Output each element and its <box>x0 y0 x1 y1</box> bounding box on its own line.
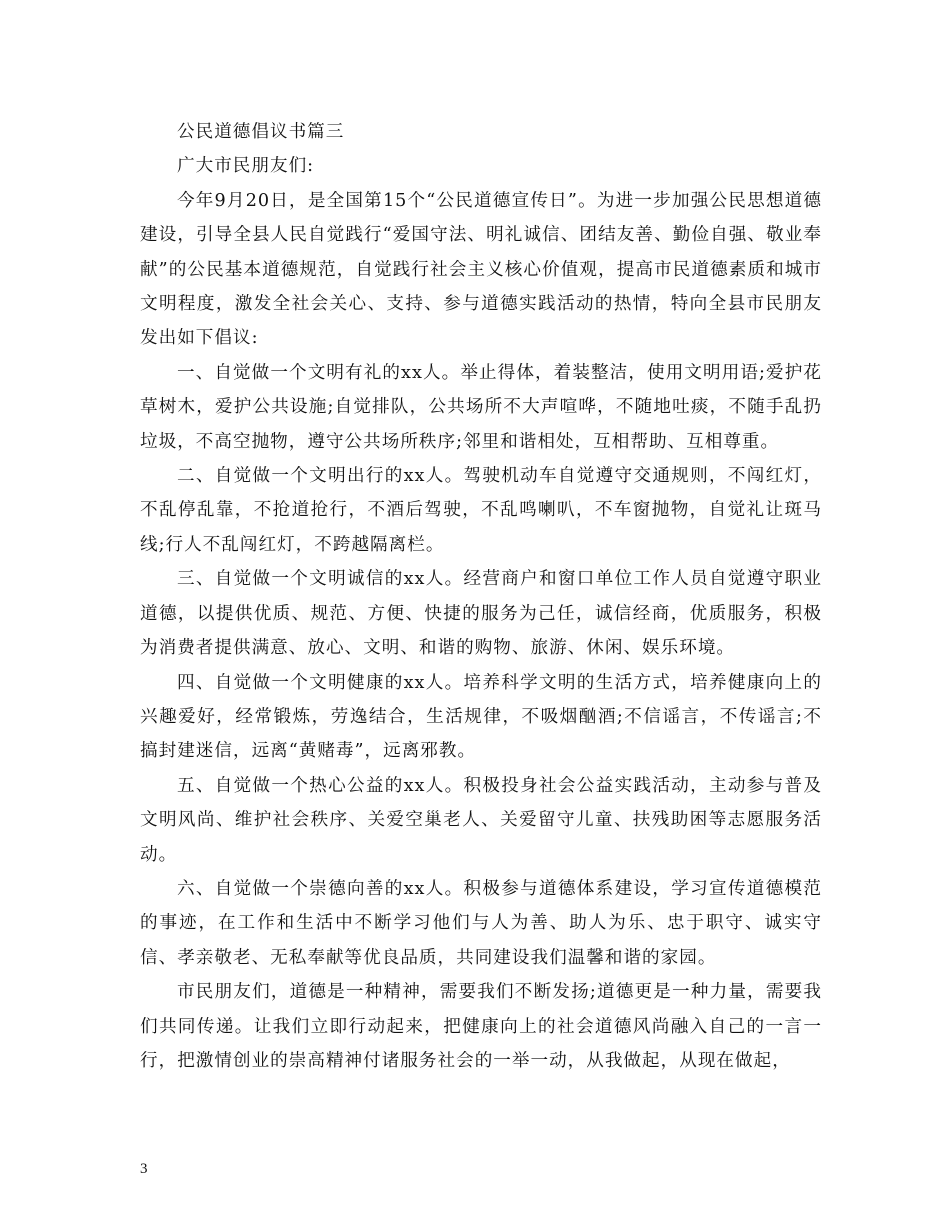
paragraph-closing: 市民朋友们，道德是一种精神，需要我们不断发扬;道德更是一种力量，需要我们共同传递。让我们立即行动起来，把健康向上的社会道德风尚融入自己的一言一行，把激情创业的崇高精神付诸服务社会的一举一动，从我做起，从现在做起， <box>140 982 822 1071</box>
paragraph-1: 一、自觉做一个文明有礼的xx人。举止得体，着装整洁，使用文明用语;爱护花草树木，爱护公共设施;自觉排队，公共场所不大声喧哗，不随地吐痰，不随手乱扔垃圾，不高空抛物，遵守公共场所秩序;邻里和谐相处，互相帮助、互相尊重。 <box>140 362 822 452</box>
paragraph-2: 二、自觉做一个文明出行的xx人。驾驶机动车自觉遵守交通规则，不闯红灯，不乱停乱靠，不抢道抢行，不酒后驾驶，不乱鸣喇叭，不车窗抛物，自觉礼让斑马线;行人不乱闯红灯，不跨越隔离栏。 <box>140 466 822 555</box>
paragraph-3: 三、自觉做一个文明诚信的xx人。经营商户和窗口单位工作人员自觉遵守职业道德，以提供优质、规范、方便、快捷的服务为己任，诚信经商，优质服务，积极为消费者提供满意、放心、文明、和谐的购物、旅游、休闲、娱乐环境。 <box>140 569 822 659</box>
document-body <box>140 115 822 1078</box>
paragraph-4: 四、自觉做一个文明健康的xx人。培养科学文明的生活方式，培养健康向上的兴趣爱好，经常锻炼，劳逸结合，生活规律，不吸烟酗酒;不信谣言，不传谣言;不搞封建迷信，远离“黄赌毒”，远离邪教。 <box>140 672 822 762</box>
salutation: 广大市民朋友们: <box>177 156 315 177</box>
page-number: 3 <box>140 1161 148 1177</box>
paragraph-6: 六、自觉做一个崇德向善的xx人。积极参与道德体系建设，学习宣传道德模范的事迹，在工作和生活中不断学习他们与人为善、助人为乐、忠于职守、诚实守信、孝亲敬老、无私奉献等优良品质，共同建设我们温馨和谐的家园。 <box>140 878 822 968</box>
paragraph-intro: 今年9月20日，是全国第15个“公民道德宣传日”。为进一步加强公民思想道德建设，引导全县人民自觉践行“爱国守法、明礼诚信、团结友善、勤俭自强、敬业奉献”的公民基本道德规范，自觉践行社会主义核心价值观，提高市民道德素质和城市文明程度，激发全社会关心、支持、参与道德实践活动的热情，特向全县市民朋友发出如下倡议: <box>140 190 822 349</box>
paragraph-5: 五、自觉做一个热心公益的xx人。积极投身社会公益实践活动，主动参与普及文明风尚、维护社会秩序、关爱空巢老人、关爱留守儿童、扶残助困等志愿服务活动。 <box>140 775 822 865</box>
document-title: 公民道德倡议书篇三 <box>177 122 345 142</box>
